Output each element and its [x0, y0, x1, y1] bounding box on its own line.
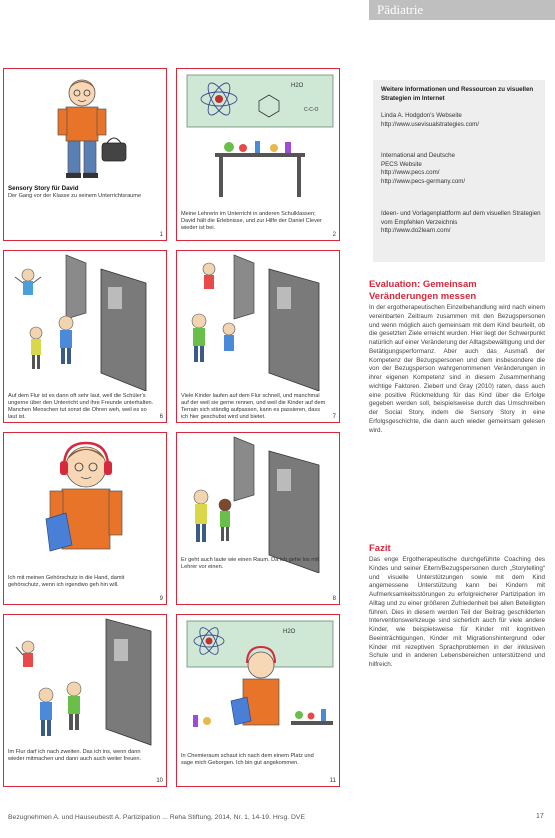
evaluation-heading-line-1: Evaluation: Gemeinsam [369, 279, 477, 290]
walking-to-room-drawing [179, 435, 337, 573]
story-panel-1 [3, 68, 167, 241]
infobox-line: Ideen- und Vorlagenplattform auf dem visuellen Strategien vom Empfehlen Verzeichnis [381, 210, 541, 226]
story-panel-8 [176, 432, 340, 605]
infobox-link[interactable]: http://www.pecs-germany.com/ [381, 177, 466, 185]
boy-with-bag-drawing [6, 71, 164, 181]
panel-6-text: Auf dem Flur ist es dann oft sehr laut, weil die Schüler's ungerne über den Unterricht und ihre Freunde unterhalten. Manchen Menschen tut sonst die Ohren weh, weil es so laut ist. [8, 393, 154, 420]
panel-2-number: 2 [332, 232, 336, 238]
evaluation-heading-line-2: Veränderungen messen [369, 290, 477, 302]
infobox-line: International and Deutsche [381, 152, 455, 159]
story-panel-7 [176, 250, 340, 423]
section-title: Pädiatrie [377, 2, 424, 17]
panel-7-number: 7 [332, 414, 336, 420]
fazit-text: Das enge Ergotherapeutische durchgeführte Coaching des Kindes und seiner Eltern/Bezugspersonen durch „Storytelling“ und visuelle Unterstützungen sowie mit dem Kind angemessene Unterstützung kann bei Kindern mit Aufmerksamkeitsstörungen zu erfolgreicherer Partizipation im Alltag und zu einer größeren Zufriedenheit bei allen Beteiligten führen. Dies in diesem werden Teil der Beitrag geschilderten Interventionswerkzeuge sind sicherlich auch für viele andere Kinder, wie beispielsweise für Kinder mit kognitiven Beeinträchtigungen, Kinder mit Migrationshintergrund oder Kinder mit rezeptiven Sprachproblemen in der inklusiven Schule und in anderen Lebensbereichen unterstützend und hilfreich. [369, 556, 545, 668]
panel-10-text: Im Flur darf ich nach zweiten. Das ich ins, wenn dann wieder mitmachen und dann auch auch weiter freuen. [8, 749, 142, 762]
svg-text:H2O: H2O [291, 83, 304, 89]
story-panel-10 [3, 614, 167, 787]
page-number: 17 [536, 813, 544, 820]
panel-1-title: Sensory Story für David [8, 185, 79, 192]
panel-2-text: Meine Lehrerin im Unterricht in anderen Schulklassen; David hält die Erlebnisse, und zur Hilfe der Daniel Clever wieder ist bei. [181, 211, 322, 231]
citation-footer: Bezugnehmen A. und Hauseubestt A. Partizipation ... Reha Stiftung, 2014, Nr. 1, 14-19. Hrsg. DVE [8, 814, 305, 821]
story-panel-11 [176, 614, 340, 787]
evaluation-heading [369, 279, 477, 302]
panel-8-number: 8 [332, 596, 336, 602]
section-tab [369, 0, 555, 20]
infobox-link[interactable]: http://www.do2learn.com/ [381, 227, 451, 235]
infobox-group-2 [381, 152, 541, 186]
infobox-group-1 [381, 112, 541, 129]
svg-text:C-C-O: C-C-O [304, 107, 319, 113]
panel-11-text: In Chemieraum schaut ich nach dem einem Platz und sage mich Geborgen. Ich bin gut angekommen. [181, 753, 314, 766]
panel-11-number: 11 [329, 778, 336, 784]
story-panel-6 [3, 250, 167, 423]
infobox-line: PECS Website [381, 160, 422, 168]
story-panel-9 [3, 432, 167, 605]
running-kids-hallway-drawing [179, 253, 337, 391]
resources-infobox [373, 80, 545, 262]
fazit-heading: Fazit [369, 543, 391, 554]
story-panel-2 [176, 68, 340, 241]
infobox-link[interactable]: http://www.pecs.com/ [381, 169, 440, 177]
infobox-line: Linda A. Hodgdon's Webseite [381, 112, 462, 119]
panel-10-number: 10 [156, 778, 163, 784]
loud-hallway-drawing [6, 253, 164, 391]
svg-text:H2O: H2O [283, 629, 296, 635]
panel-6-number: 6 [159, 414, 163, 420]
chemistry-classroom-drawing [179, 71, 337, 201]
panel-9-text: Ich mit meinen Gehörschutz in die Hand, damit gehörschutz, wenn ich irgendwo geh hin will. [8, 575, 125, 588]
boy-in-chemistry-room-drawing [179, 617, 337, 752]
evaluation-text: In der ergotherapeutischen Einzelbehandlung wird nach einem vereinbarten Zeitraum zusammen mit den Bezugspersonen und wenn möglich auch gemeinsam mit dem Kind beurteilt, ob die gesetzten Ziele erreicht wurden. Hier liegt der Schwerpunkt natürlich auf einer Veränderung der Alltagsbewältigung und der Betätigungsperformanz. Aber auch das Ausmaß der Kompetenz der Bezugspersonen und dem insbesondere die von der Bezugsperson wahrgenommenen Veränderungen in ihrer eigenen Kompetenz sind in diesem Zusammenhang wichtige Faktoren. Ziebert und Gray (2010) raten, dass auch eine positive Rückmeldung für das Kind über die Erfolge gegeben werden soll, beispielsweise durch das Umschreiben der Social Story, indem die Sensory Story in eine Erfolgsgeschichte, die dann auch wieder gemeinsam gelesen wird. [369, 304, 545, 434]
panel-1-text: Der Gang vor der Klasse zu seinem Unterrichtsraume [8, 193, 142, 199]
panel-7-text: Viele Kinder laufen auf dem Flur schnell, und manchmal auf der weil sie gerne rennen, und weil die Kinder auf dem Terrain sich ständig aufpassen, kann es passieren, dass ich hier geschubst wird und bietet. [181, 393, 326, 420]
infobox-group-3 [381, 210, 541, 236]
infobox-title: Weitere Informationen und Ressourcen zu visuellen Strategien im Internet [381, 86, 534, 102]
panel-8-text: Er geht auch laute wie einen Raum. Da ich gehe los mit Lehrer vor einen. [181, 557, 319, 570]
infobox-link[interactable]: http://www.usevisualstrategies.com/ [381, 120, 480, 128]
boy-with-headphones-drawing [6, 435, 164, 573]
kids-in-hallway-drawing [6, 617, 164, 747]
panel-1-number: 1 [159, 232, 163, 238]
panel-9-number: 9 [159, 596, 163, 602]
